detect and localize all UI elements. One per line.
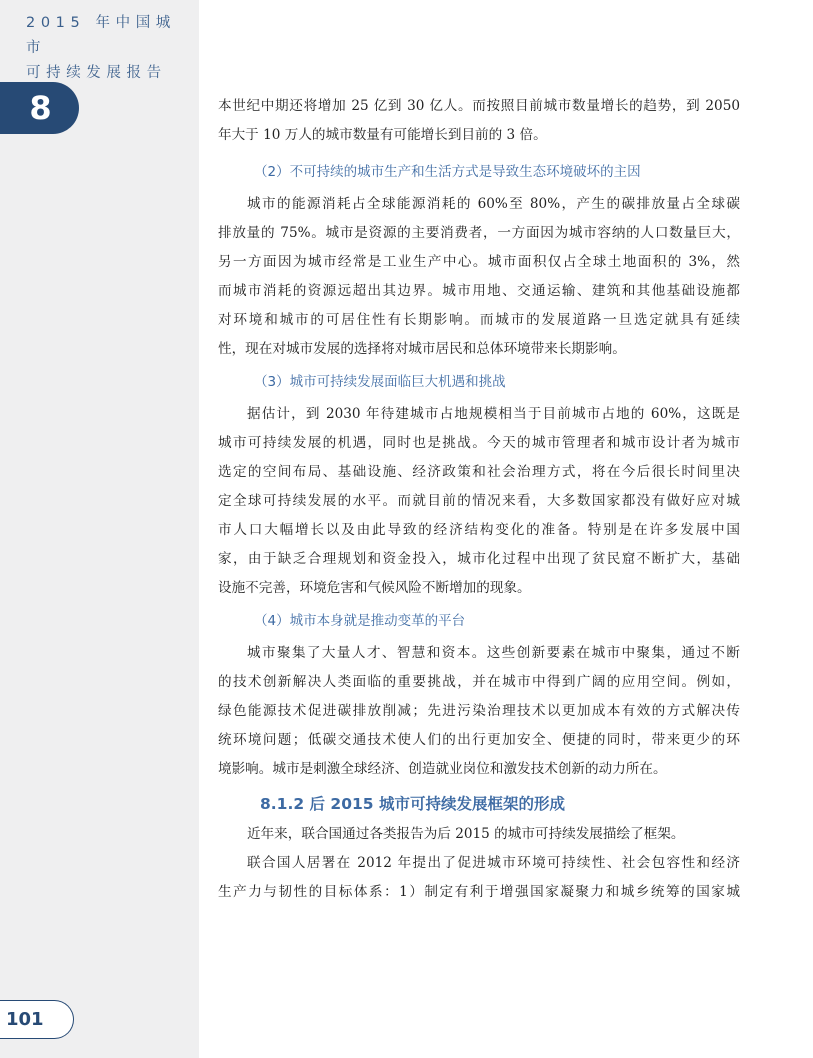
text-line: 市人口大幅增长以及由此导致的经济结构变化的准备。特别是在许多发展中国 [218, 522, 740, 538]
paragraph-4 [218, 639, 740, 784]
subheading-2: （2）不可持续的城市生产和生活方式是导致生态环境破坏的主因 [254, 164, 641, 180]
text-line: 境影响。城市是刺激全球经济、创造就业岗位和激发技术创新的动力所在。 [218, 761, 667, 777]
sidebar [0, 0, 199, 1058]
report-title-line1: 2015 年中国城市 [26, 15, 176, 56]
text-line: 本世纪中期还将增加 25 亿到 30 亿人。而按照目前城市数量增长的趋势，到 2050 [218, 98, 740, 114]
subheading-4: （4）城市本身就是推动变革的平台 [254, 613, 466, 629]
text-line: 近年来，联合国通过各类报告为后 2015 的城市可持续发展描绘了框架。 [247, 826, 685, 842]
report-title [26, 11, 186, 86]
text-line: 城市可持续发展的机遇，同时也是挑战。今天的城市管理者和城市设计者为城市 [218, 435, 740, 451]
text-line: 联合国人居署在 2012 年提出了促进城市环境可持续性、社会包容性和经济 [247, 855, 740, 871]
text-line: 排放量的 75%。城市是资源的主要消费者，一方面因为城市容纳的人口数量巨大， [218, 225, 740, 241]
report-title-line2: 可持续发展报告 [26, 65, 167, 81]
text-line: 城市的能源消耗占全球能源消耗的 60%至 80%，产生的碳排放量占全球碳 [247, 196, 740, 212]
text-line: 统环境问题；低碳交通技术使人们的出行更加安全、便捷的同时，带来更少的环 [218, 732, 740, 748]
paragraph-2 [218, 190, 740, 364]
text-line: 而城市消耗的资源远超出其边界。城市用地、交通运输、建筑和其他基础设施都 [218, 283, 740, 299]
text-line: 绿色能源技术促进碳排放削减；先进污染治理技术以更加成本有效的方式解决传 [218, 703, 740, 719]
chapter-tab [0, 82, 79, 134]
text-line: 的技术创新解决人类面临的重要挑战，并在城市中得到广阔的应用空间。例如， [218, 674, 740, 690]
section-heading: 8.1.2 后 2015 城市可持续发展框架的形成 [260, 795, 565, 813]
text-line: 对环境和城市的可居住性有长期影响。而城市的发展道路一旦选定就具有延续 [218, 312, 740, 328]
text-line: 设施不完善，环境危害和气候风险不断增加的现象。 [218, 580, 531, 596]
text-line: 城市聚集了大量人才、智慧和资本。这些创新要素在城市中聚集，通过不断 [247, 645, 740, 661]
page-number-box [0, 1000, 74, 1039]
text-line: 另一方面因为城市经常是工业生产中心。城市面积仅占全球土地面积的 3%，然 [218, 254, 740, 270]
paragraph-5 [218, 820, 740, 849]
subheading-3: （3）城市可持续发展面临巨大机遇和挑战 [254, 374, 506, 390]
page-number: 101 [6, 1009, 44, 1030]
text-line: 定全球可持续发展的水平。而就目前的情况来看，大多数国家都没有做好应对城 [218, 493, 740, 509]
page-body [218, 92, 740, 907]
text-line: 据估计，到 2030 年待建城市占地规模相当于目前城市占地的 60%，这既是 [247, 406, 740, 422]
paragraph-6 [218, 849, 740, 907]
text-line: 选定的空间布局、基础设施、经济政策和社会治理方式，将在今后很长时间里决 [218, 464, 740, 480]
chapter-number: 8 [29, 89, 52, 127]
text-line: 家，由于缺乏合理规划和资金投入，城市化过程中出现了贫民窟不断扩大，基础 [218, 551, 740, 567]
text-line: 性，现在对城市发展的选择将对城市居民和总体环境带来长期影响。 [218, 341, 626, 357]
text-line: 年大于 10 万人的城市数量有可能增长到目前的 3 倍。 [218, 127, 547, 143]
paragraph-intro [218, 92, 740, 150]
text-line: 生产力与韧性的目标体系：1）制定有利于增强国家凝聚力和城乡统筹的国家城 [218, 884, 740, 900]
paragraph-3 [218, 400, 740, 603]
